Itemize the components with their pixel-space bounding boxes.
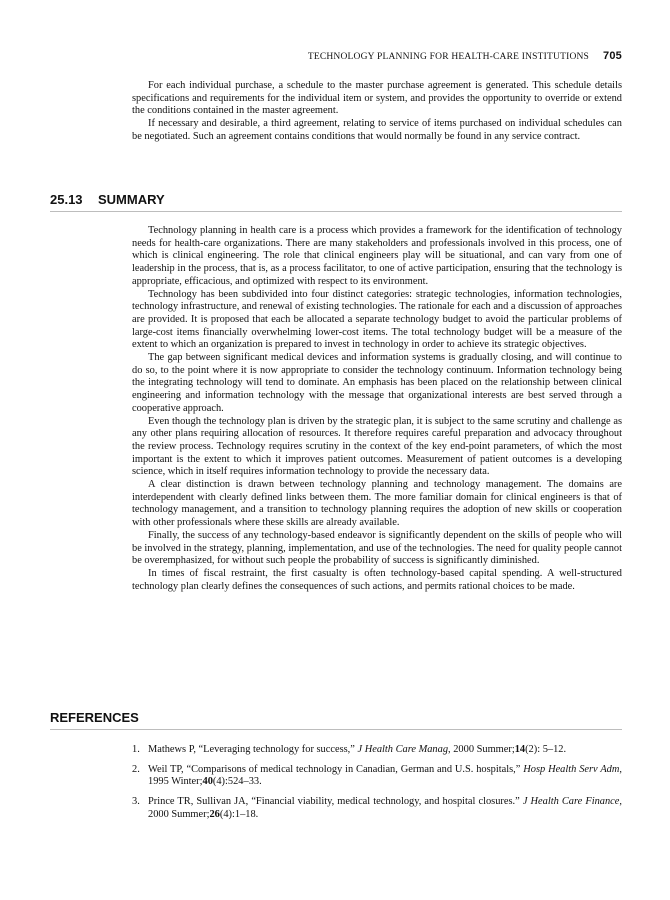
reference-journal: J Health Care Finance [522, 796, 620, 808]
reference-authors: Weil TP, “Comparisons of medical technology in Canadian, German and U.S. hospitals,” [148, 763, 521, 775]
paragraph: Even though the technology plan is driven by the strategic plan, it is subject to the same scrutiny and challenge as any other plans requiring allocation of resources. It therefore requires careful preparation and advocacy throughout the review process. Technology requires scrutiny in the context of the key end-point parameters, of which the most important is the extent to which it improves patient outcomes. Measurement of patient outcomes is a developing science, which in itself requires information technology to provide the necessary data. [132, 415, 622, 478]
section-title: SUMMARY [98, 192, 165, 207]
section-heading-references [50, 710, 622, 730]
reference-journal: J Health Care Manag [357, 744, 449, 755]
section-number: 25.13 [50, 192, 83, 207]
paragraph: Technology has been subdivided into four distinct categories: strategic technologies, information technologies, technology infrastructure, and renewal of existing technologies. The rationale for each and a discussion of approaches are provided. It is proposed that each be allocated a separate technology budget to avoid the particular problems of large-cost items financially overwhelming lower-cost items. The total technology budget will be a measure of the extent to which an organization is prepared to invest in technology in order to achieve its strategic objectives. [132, 288, 623, 351]
reference-number: 2. [132, 763, 140, 775]
intro-section [132, 80, 622, 144]
reference-authors: Prince TR, Sullivan JA, “Financial viability, medical technology, and hospital closures.” [148, 796, 520, 808]
running-header [308, 50, 622, 62]
section-heading-summary [50, 192, 622, 212]
running-title: TECHNOLOGY PLANNING FOR HEALTH-CARE INSTITUTIONS [307, 52, 590, 62]
reference-number: 1. [132, 744, 140, 755]
reference-pages: (4):524–33. [212, 776, 262, 788]
reference-year: , 2000 Summer; [148, 796, 622, 820]
reference-authors: Mathews P, “Leveraging technology for success,” [148, 744, 355, 755]
reference-item [132, 796, 622, 821]
reference-year: , 1995 Winter; [148, 763, 622, 788]
reference-list [132, 744, 622, 829]
paragraph: For each individual purchase, a schedule to the master purchase agreement is generated. This schedule details specifications and requirements for the individual item or system, and provides the opportunity to override or extend the conditions contained in the master agreement. [132, 80, 622, 117]
reference-volume: 14 [514, 744, 526, 755]
reference-number: 3. [132, 796, 140, 808]
reference-year: , 2000 Summer; [448, 744, 515, 755]
reference-volume: 40 [202, 776, 213, 788]
paragraph: A clear distinction is drawn between technology planning and technology management. The domains are interdependent with clearly defined links between them. The more familiar domain for clinical engineers is that of technology management, and a transition to technology planning requires the adoption of new skills or cooperation with other professionals where these skills are already available. [132, 479, 622, 529]
paragraph: Finally, the success of any technology-based endeavor is significantly dependent on the skills of people who will be involved in the strategy, planning, implementation, and use of the technologies. The need for quality people cannot be overemphasized, for without such people the probability of success is significantly diminished. [132, 529, 622, 567]
paragraph: If necessary and desirable, a third agreement, relating to service of items purchased on individual schedules can be negotiated. Such an agreement contains conditions that would normally be found in any service contract. [132, 118, 622, 142]
page-number: 705 [603, 50, 622, 62]
summary-section [132, 225, 622, 593]
reference-journal: Hosp Health Serv Adm [523, 763, 620, 775]
reference-item [132, 744, 622, 757]
paragraph: In times of fiscal restraint, the first casualty is often technology-based capital spending. A well-structured technology plan clearly defines the consequences of such actions, and permits rational choices to be made. [132, 567, 622, 592]
reference-volume: 26 [209, 808, 220, 820]
reference-pages: (2): 5–12. [525, 744, 567, 755]
paragraph: The gap between significant medical devices and information systems is gradually closing, and will continue to do so, to the point where it is now appropriate to consider the technology continuum. Information technology being the integrating technology will tend to dominate. An emphasis has been placed on the relationship between clinical engineering and information technology with the message that organizational interests are best served through a cooperative approach. [132, 352, 622, 414]
section-title: REFERENCES [50, 710, 139, 725]
reference-item [132, 764, 622, 789]
reference-pages: (4):1–18. [219, 808, 259, 820]
paragraph: Technology planning in health care is a process which provides a framework for the identification of technology needs for health-care organizations. There are many stakeholders and professionals involved in this process, one of which is clinical engineering. The role that clinical engineers play will be situational, and can vary from one of leadership in the process, that is, as a process facilitator, to one of active participation, ensuring that the technology is appropriate, efficacious, and optimized with respect to its environment. [132, 225, 622, 287]
